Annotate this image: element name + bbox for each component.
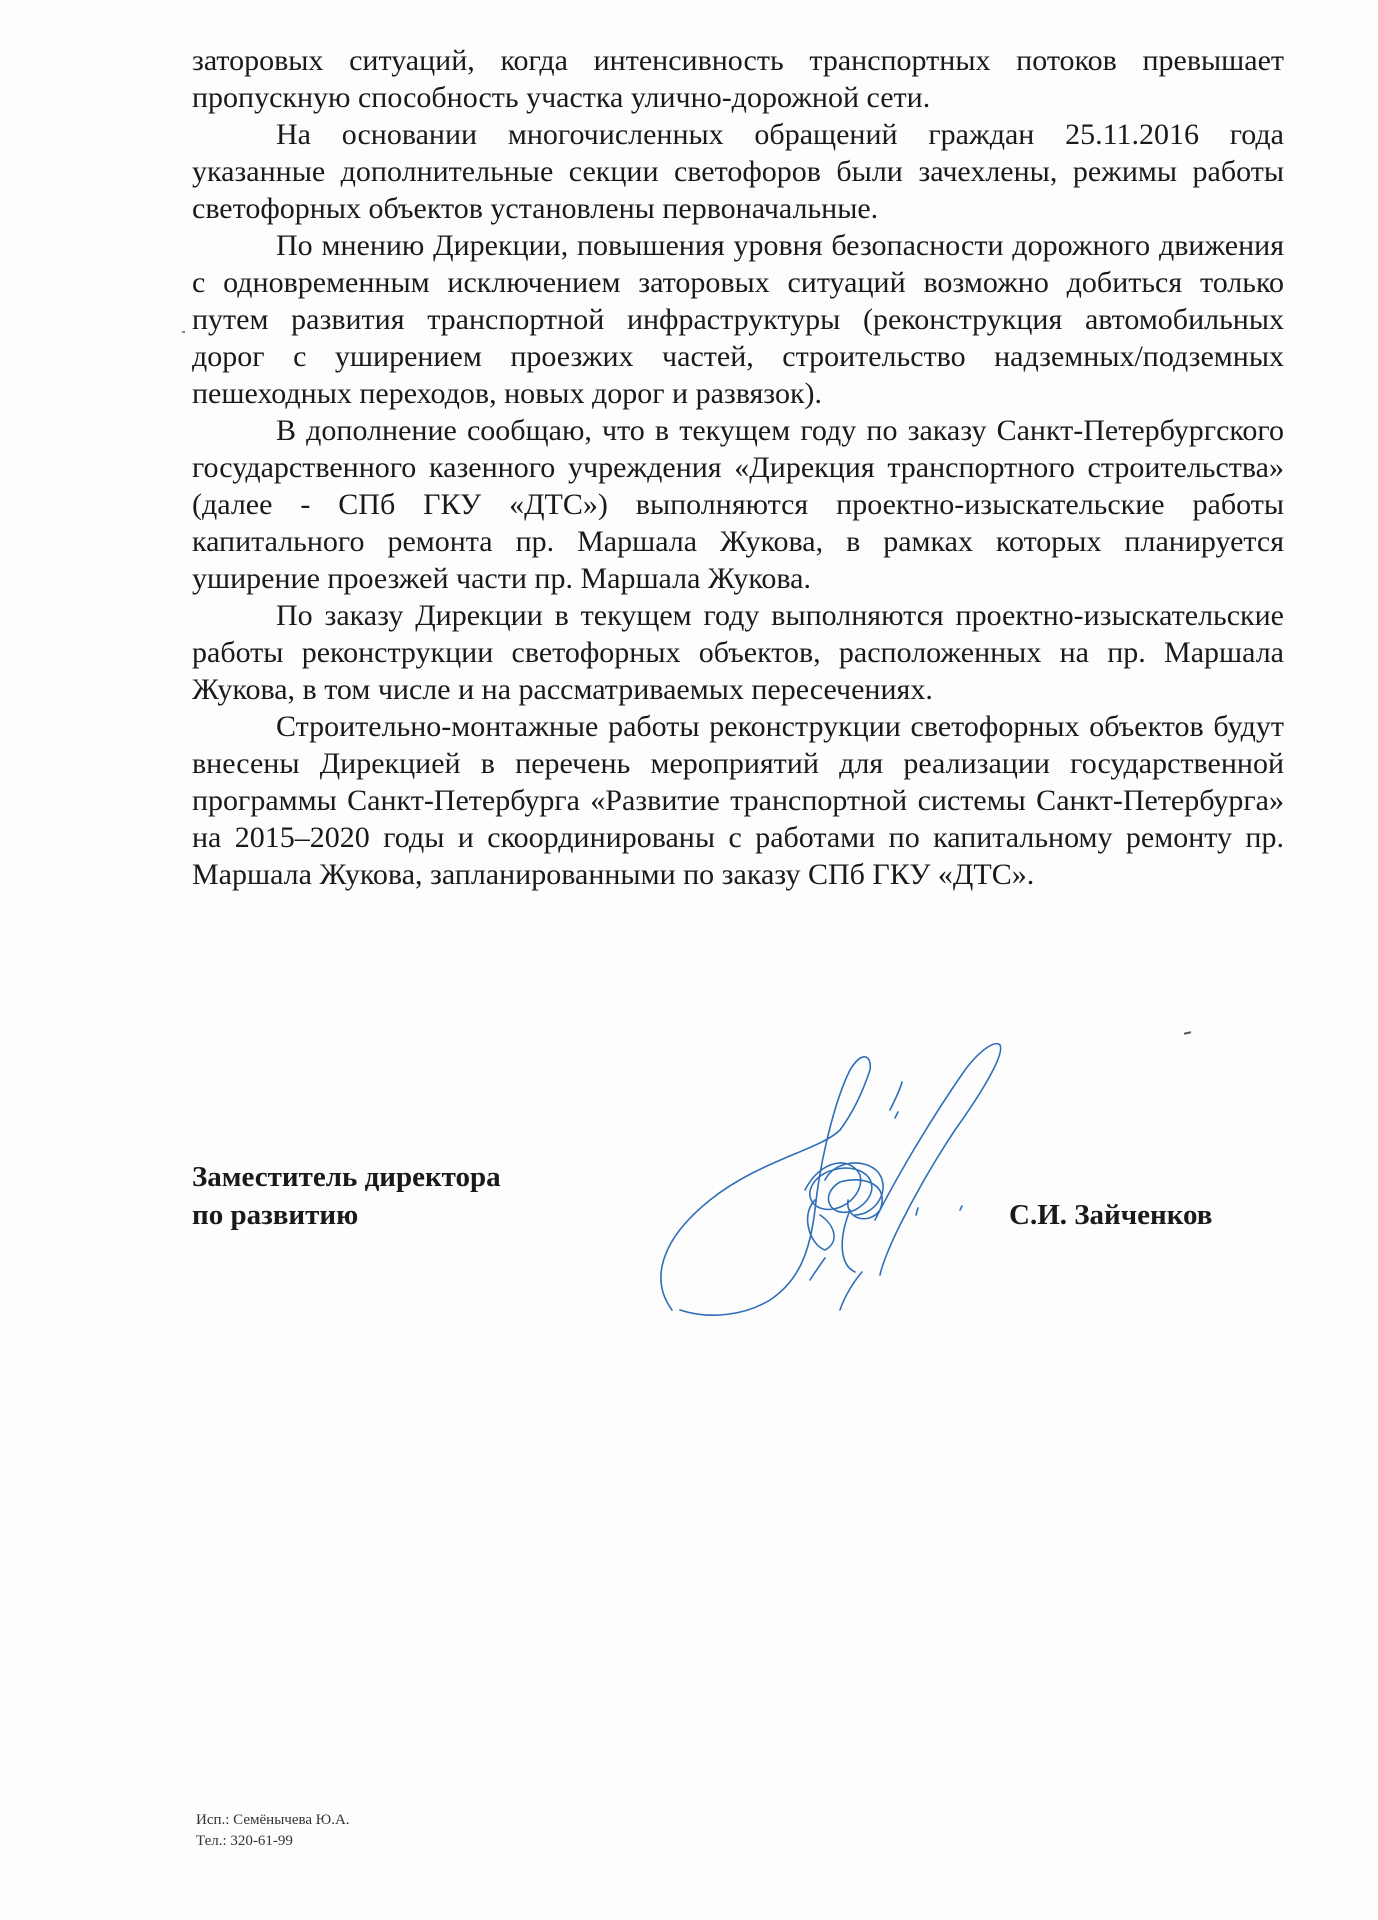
position-line-2: по развитию	[192, 1199, 359, 1231]
executor-name: Исп.: Семёнычева Ю.А.	[196, 1812, 350, 1828]
signatory-name: С.И. Зайченков	[1009, 1199, 1213, 1231]
signature-strokes	[661, 1044, 1001, 1315]
scan-speck	[1184, 1031, 1191, 1034]
position-line-1: Заместитель директора	[192, 1161, 501, 1193]
letter-body	[192, 42, 1284, 893]
paragraph-traffic-light-survey: По заказу Дирекции в текущем году выполняются проектно-изыскательские работы реконструкции светофорных объектов, расположенных на пр. Маршала Жукова, в том числе и на рассматриваемых пересечениях.	[192, 599, 1284, 706]
signatory-position	[192, 1158, 501, 1234]
paragraph-continuation: заторовых ситуаций, когда интенсивность транспортных потоков превышает пропускную способность участка улично-дорожной сети.	[192, 44, 1284, 114]
executor-footer	[196, 1810, 350, 1852]
scan-speck	[182, 331, 185, 333]
executor-phone: Тел.: 320-61-99	[196, 1833, 293, 1849]
paragraph-dts-works: В дополнение сообщаю, что в текущем году по заказу Санкт-Петербургского государственного казенного учреждения «Дирекция транспортного строительства» (далее - СПб ГКУ «ДТС») выполняются проектно-изыскательские работы капитального ремонта пр. Маршала Жукова, в рамках которых планируется уширение проезжей части пр. Маршала Жукова.	[192, 414, 1284, 595]
handwritten-signature	[650, 1010, 1070, 1330]
paragraph-directorate-opinion: По мнению Дирекции, повышения уровня безопасности дорожного движения с одновременным исключением заторовых ситуаций возможно добиться только путем развития транспортной инфраструктуры (реконструкция автомобильных дорог с уширением проезжих частей, строительство надземных/подземных пешеходных переходов, новых дорог и развязок).	[192, 229, 1284, 410]
paragraph-construction-works: Строительно-монтажные работы реконструкции светофорных объектов будут внесены Дирекцией в перечень мероприятий для реализации государственной программы Санкт-Петербурга «Развитие транспортной системы Санкт-Петербурга» на 2015–2020 годы и скоординированы с работами по капитальному ремонту пр. Маршала Жукова, запланированными по заказу СПб ГКУ «ДТС».	[192, 710, 1284, 891]
paragraph-citizen-appeals: На основании многочисленных обращений граждан 25.11.2016 года указанные дополнительные секции светофоров были зачехлены, режимы работы светофорных объектов установлены первоначальные.	[192, 118, 1284, 225]
